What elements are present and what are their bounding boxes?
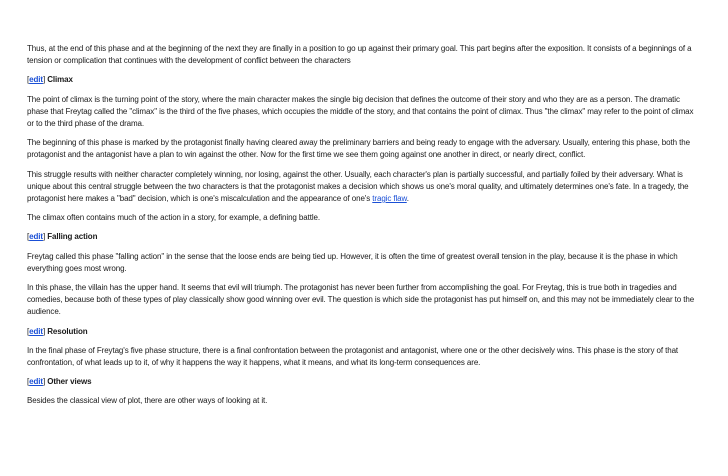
edit-link-falling-action[interactable]: edit xyxy=(29,232,43,242)
section-heading-climax: [edit] Climax xyxy=(27,75,73,85)
heading-title-climax: Climax xyxy=(47,75,73,85)
section-heading-resolution: [edit] Resolution xyxy=(27,326,88,336)
paragraph-climax-action: The climax often contains much of the action in a story, for example, a defining battle. xyxy=(27,213,320,223)
edit-link-resolution[interactable]: edit xyxy=(29,326,43,336)
section-heading-falling-action: [edit] Falling action xyxy=(27,232,98,242)
heading-title-resolution: Resolution xyxy=(47,326,88,336)
struggle-text: This struggle results with neither character completely winning, nor losing, against the other. Usually, each character's plan is partially successful, and partially foiled by their adversary. What is unique about this central struggle between the two characters is that the protagonist makes a decision which shows us one's moral quality, and ultimately determines one's fate. In a tragedy, the protagonist here makes a "bad" decision, which is one's miscalculation and the appearance of one's xyxy=(27,169,689,204)
paragraph-climax-struggle xyxy=(27,169,699,206)
paragraph-falling-action: Freytag called this phase "falling action" in the sense that the loose ends are being tied up. However, it is often the time of greatest overall tension in the play, because it is the phase in which everything goes most wrong. xyxy=(27,251,678,273)
edit-link-climax[interactable]: edit xyxy=(29,75,43,85)
section-heading-other-views: [edit] Other views xyxy=(27,377,92,387)
heading-title-other-views: Other views xyxy=(47,377,92,387)
paragraph-climax-definition: The point of climax is the turning point of the story, where the main character makes the single big decision that defines the outcome of their story and who they are as a person. The dramatic phase that Freytag called the "climax" is the third of the five phases, which occupies the middle of the story, and that contains the point of climax. Thus "the climax" may refer to the point of climax or to the third phase of the drama. xyxy=(27,94,694,129)
paragraph-villain-upper-hand: In this phase, the villain has the upper hand. It seems that evil will triumph. The protagonist has never been further from accomplishing the goal. For Freytag, this is true both in tragedies and comedies, because both of these types of play classically show good winning over evil. The question is which side the protagonist has put himself on, and this may not be immediately clear to the audience. xyxy=(27,283,695,317)
struggle-text-end: . xyxy=(406,194,409,204)
paragraph-rising-action-end: Thus, at the end of this phase and at the beginning of the next they are finally in a position to go up against their primary goal. This part begins after the exposition. It consists of a beginnings of a tension or complication that continues with the development of conflict between the characters xyxy=(27,44,692,66)
heading-title-falling-action: Falling action xyxy=(47,232,98,242)
paragraph-other-views: Besides the classical view of plot, there are other ways of looking at it. xyxy=(27,396,268,406)
edit-link-other-views[interactable]: edit xyxy=(29,377,43,387)
document-body xyxy=(27,43,699,415)
tragic-flaw-link[interactable]: tragic flaw xyxy=(372,194,407,204)
paragraph-resolution: In the final phase of Freytag's five phase structure, there is a final confrontation between the protagonist and antagonist, where one or the other decisively wins. This phase is the story of that confrontation, of what leads up to it, of why it happens the way it happens, what it means, and what its long-term consequences are. xyxy=(27,345,679,368)
paragraph-climax-beginning: The beginning of this phase is marked by the protagonist finally having cleared away the preliminary barriers and being ready to engage with the adversary. Usually, entering this phase, both the protagonist and the antagonist have a plan to win against the other. Now for the first time we see them going against one another in direct, or nearly direct, conflict. xyxy=(27,138,690,160)
